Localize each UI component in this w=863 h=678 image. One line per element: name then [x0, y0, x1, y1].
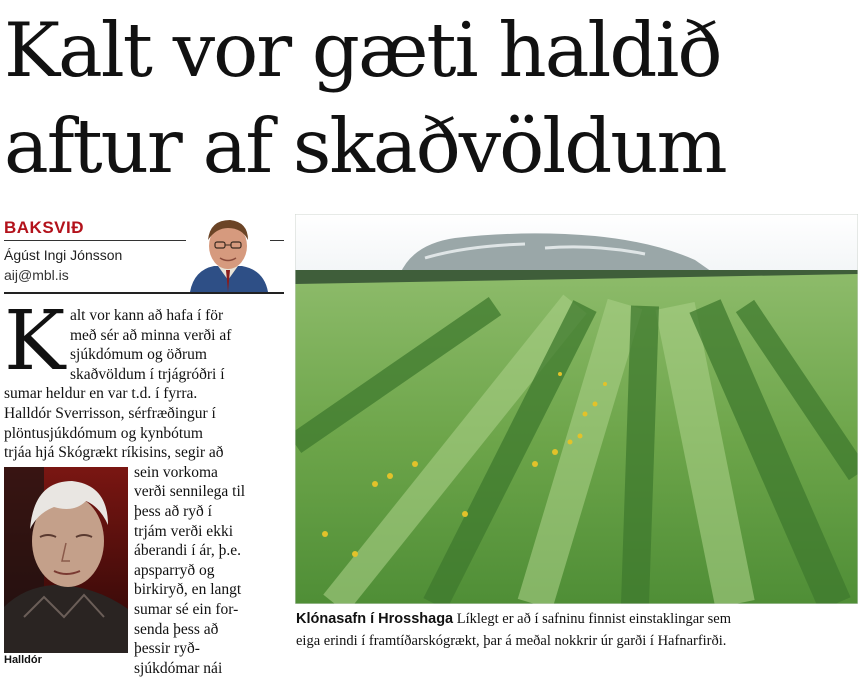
photo-caption-title: Klónasafn í Hrosshaga: [296, 611, 454, 627]
author-portrait: [186, 214, 270, 292]
article-line: birkiryð, en langt: [134, 581, 242, 599]
photo-caption-line-2: eiga erindi í framtíðarskógrækt, þar á meðal nokkrir úr garði í Hafnarfirði.: [296, 633, 727, 649]
headline-line-1: Kalt vor gæti haldið: [4, 6, 721, 94]
author-name: Ágúst Ingi Jónsson: [4, 247, 123, 263]
article-line: sumar sé ein for-: [134, 600, 239, 618]
article-line: með sér að minna verði af: [70, 326, 232, 344]
article-line: trjáa hjá Skógrækt ríkisins, segir að: [4, 444, 224, 462]
photo-caption: [296, 608, 856, 652]
headline-line-2: aftur af skaðvöldum: [4, 102, 726, 190]
photo-caption-line-1: Líklegt er að í safninu finnist einstaklingar sem: [456, 611, 731, 627]
article-line: verði sennilega til: [134, 483, 246, 501]
section-kicker: BAKSVIÐ: [4, 218, 85, 237]
article-line: þess að ryð í: [134, 502, 212, 520]
article-line: apsparryð og: [134, 561, 215, 579]
article-line: plöntusjúkdómum og kynbótum: [4, 424, 203, 442]
halldor-portrait: [4, 467, 128, 653]
article-line: trjám verði ekki: [134, 522, 233, 540]
tree-nursery-photo: [295, 214, 858, 604]
article-line: skaðvöldum í trjágróðri í: [70, 365, 225, 383]
author-email: aij@mbl.is: [4, 267, 69, 283]
article-line: þessir ryð-: [134, 640, 200, 658]
article-line: áberandi í ár, þ.e.: [134, 542, 241, 560]
drop-cap: K: [4, 294, 66, 389]
article-line: alt vor kann að hafa í för: [70, 307, 224, 324]
article-line: senda þess að: [134, 620, 219, 638]
article-line: sjúkdómar nái: [134, 659, 223, 677]
article-line: sumar heldur en var t.d. í fyrra.: [4, 385, 198, 403]
headline: [4, 2, 859, 194]
article-line: sein vorkoma: [134, 463, 218, 481]
article-line: sjúkdómum og öðrum: [70, 346, 207, 364]
portrait-caption: Halldór: [4, 654, 42, 666]
article-line: Halldór Sverrisson, sérfræðingur í: [4, 404, 216, 422]
